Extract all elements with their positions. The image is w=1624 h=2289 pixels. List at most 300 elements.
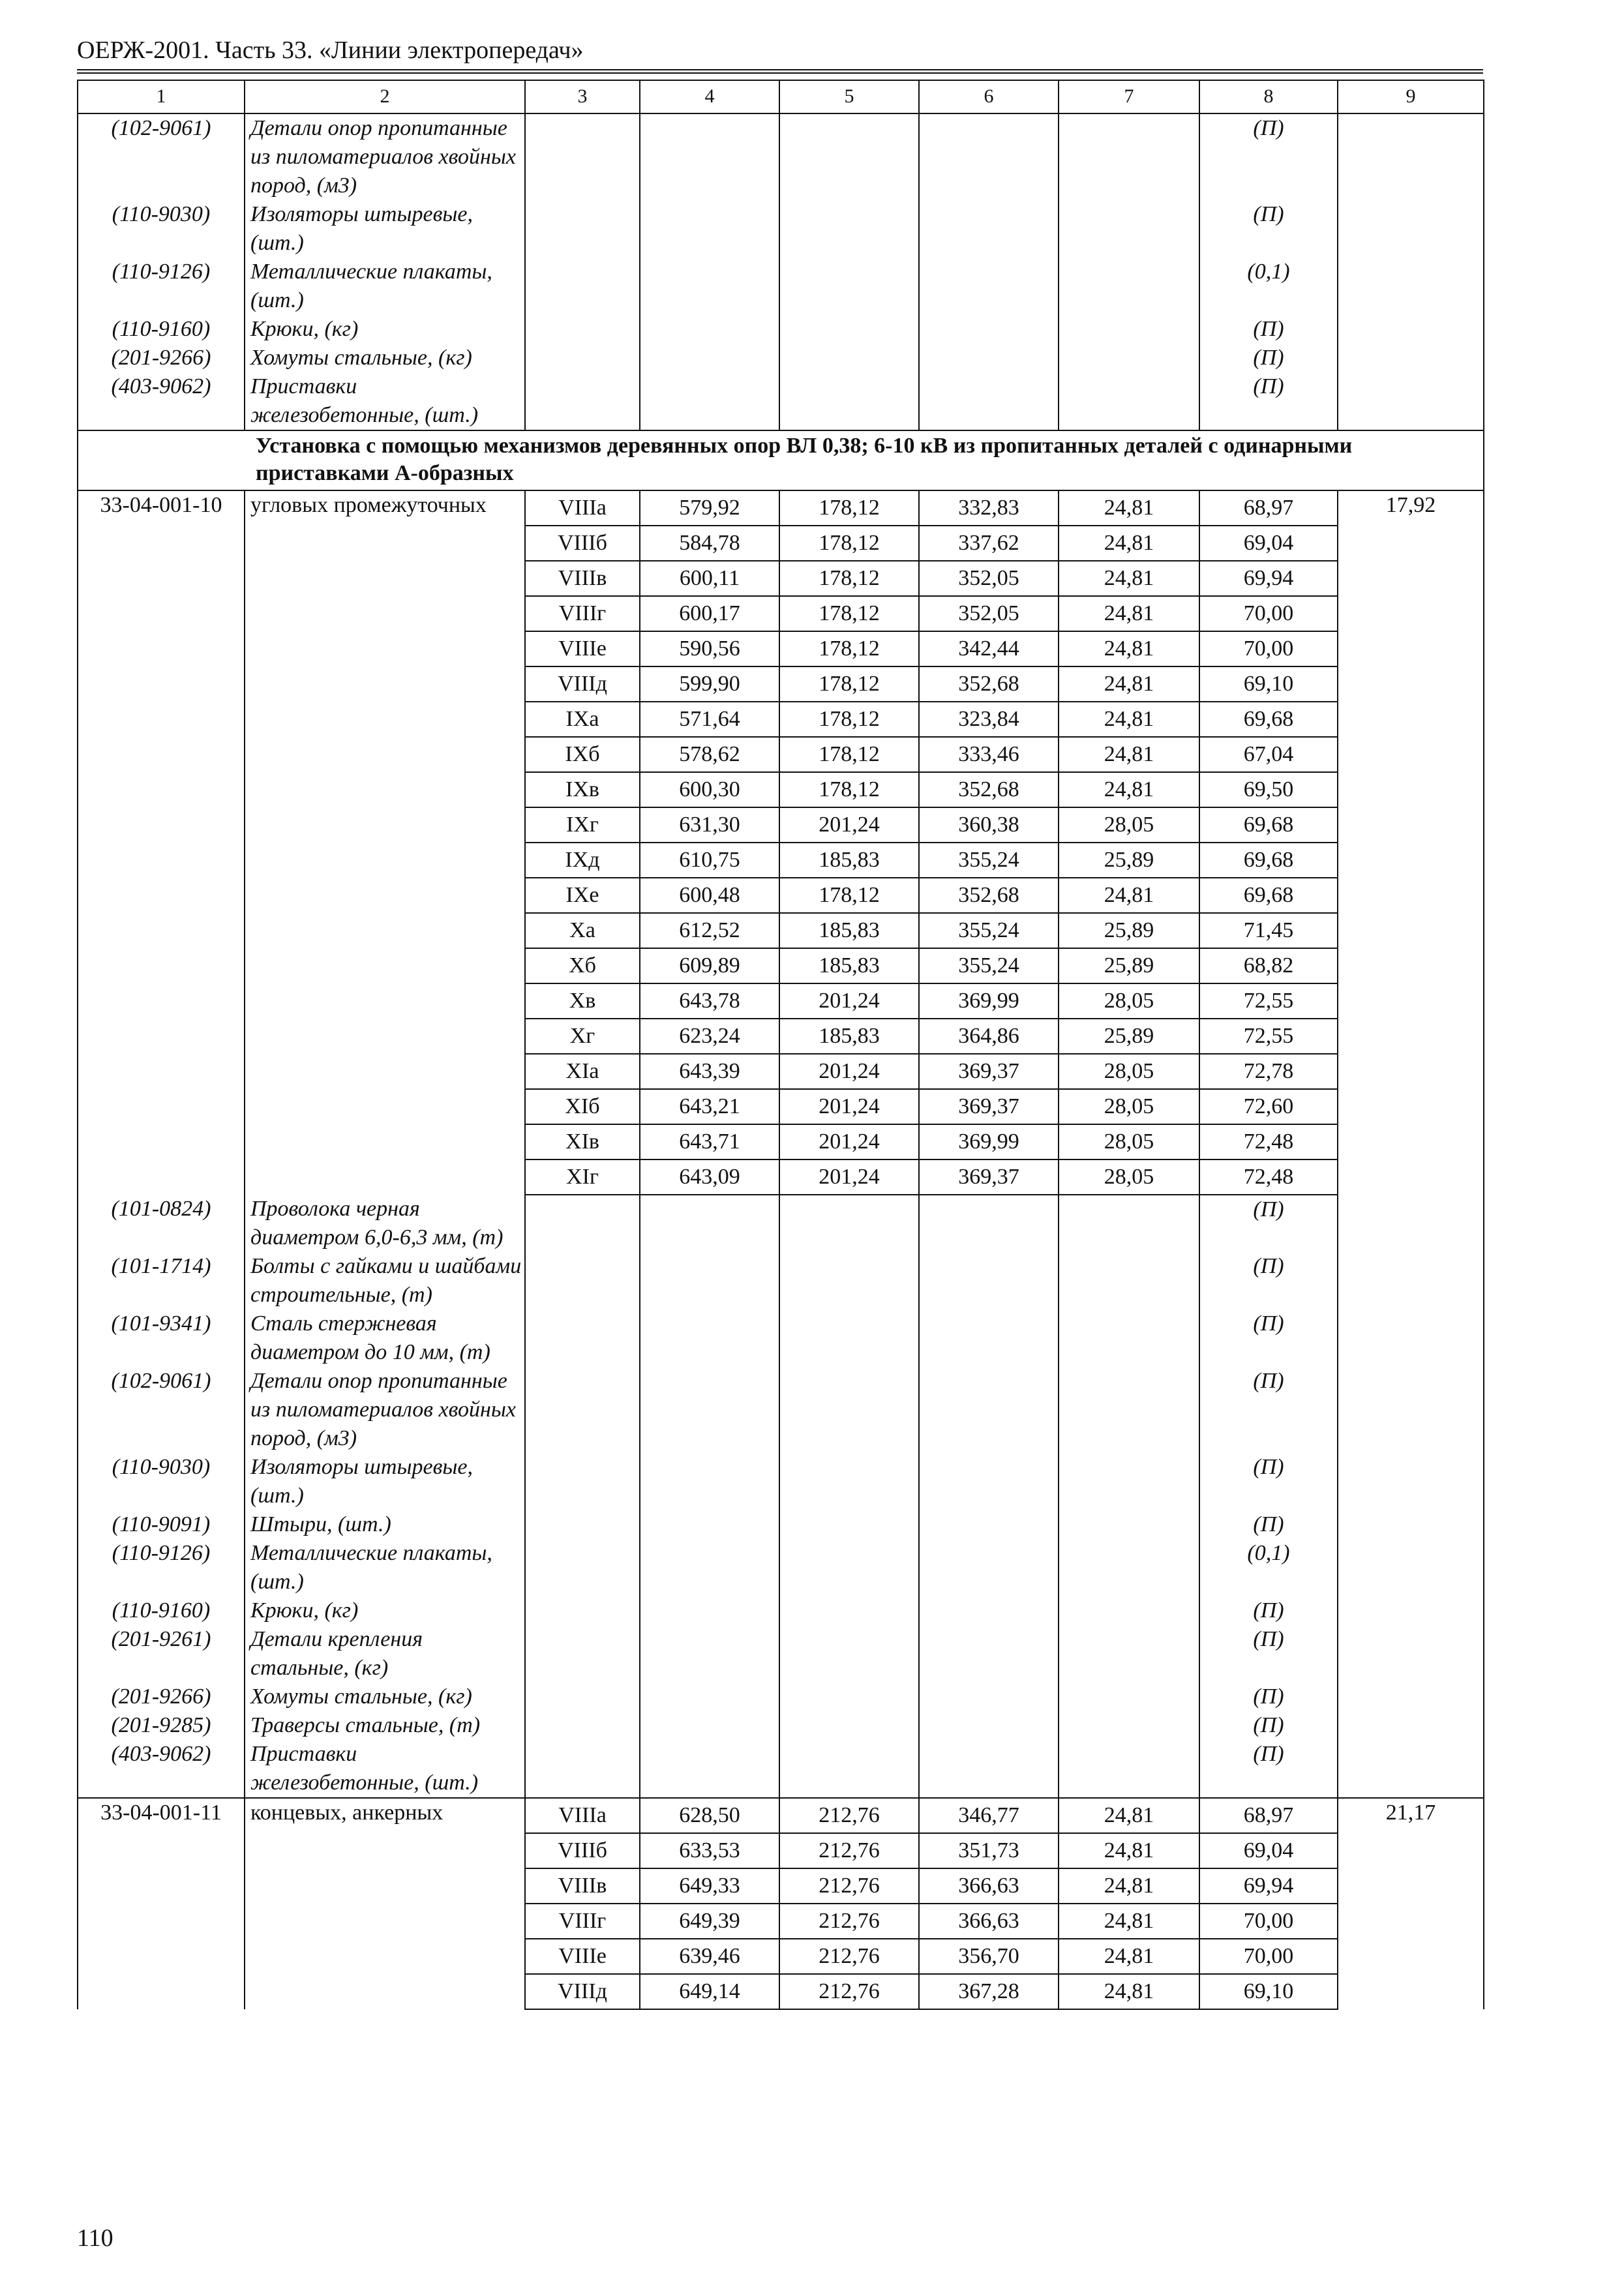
empty-cell xyxy=(525,200,640,258)
empty-cell xyxy=(640,1711,779,1740)
column-number: 4 xyxy=(640,80,779,113)
materials-cost-cell: 68,97 xyxy=(1199,490,1338,526)
resource-row xyxy=(78,315,1484,344)
empty-cell xyxy=(919,1625,1059,1683)
labor-cost-cell: 178,12 xyxy=(779,631,919,666)
resource-quantity: (П) xyxy=(1199,200,1338,258)
empty-cell xyxy=(779,315,919,344)
machinist-wage-cell: 28,05 xyxy=(1059,1054,1199,1089)
materials-cost-cell: 69,94 xyxy=(1199,561,1338,596)
machinist-wage-cell: 24,81 xyxy=(1059,772,1199,807)
labor-hours-cell: 17,92 xyxy=(1338,490,1484,1195)
machinist-wage-cell: 28,05 xyxy=(1059,1089,1199,1124)
resource-quantity: (0,1) xyxy=(1199,258,1338,315)
machine-cost-cell: 364,86 xyxy=(919,1019,1059,1054)
empty-cell xyxy=(1059,344,1199,372)
materials-cost-cell: 69,50 xyxy=(1199,772,1338,807)
machine-cost-cell: 323,84 xyxy=(919,702,1059,737)
empty-cell xyxy=(779,1596,919,1625)
machine-cost-cell: 352,68 xyxy=(919,772,1059,807)
total-cost-cell: 643,71 xyxy=(640,1124,779,1159)
labor-cost-cell: 178,12 xyxy=(779,702,919,737)
empty-cell xyxy=(1338,1252,1484,1309)
resource-quantity: (П) xyxy=(1199,1625,1338,1683)
labor-cost-cell: 178,12 xyxy=(779,561,919,596)
resource-code: (110-9126) xyxy=(78,258,245,315)
zone-cell: VIIIд xyxy=(525,1974,640,2009)
machine-cost-cell: 351,73 xyxy=(919,1833,1059,1868)
machinist-wage-cell: 24,81 xyxy=(1059,1939,1199,1974)
empty-cell xyxy=(919,1596,1059,1625)
empty-cell xyxy=(1059,1711,1199,1740)
empty-cell xyxy=(1338,1367,1484,1453)
empty-cell xyxy=(1059,1683,1199,1711)
empty-cell xyxy=(525,1711,640,1740)
resource-quantity: (П) xyxy=(1199,1453,1338,1510)
empty-cell xyxy=(525,1683,640,1711)
empty-cell xyxy=(779,1367,919,1453)
empty-cell xyxy=(1059,1539,1199,1596)
zone-cell: VIIIг xyxy=(525,1904,640,1939)
resource-quantity: (0,1) xyxy=(1199,1539,1338,1596)
empty-cell xyxy=(919,1510,1059,1539)
total-cost-cell: 643,21 xyxy=(640,1089,779,1124)
resource-code: (201-9261) xyxy=(78,1625,245,1683)
resource-quantity: (П) xyxy=(1199,113,1338,200)
empty-cell xyxy=(525,344,640,372)
empty-cell xyxy=(1338,344,1484,372)
empty-cell xyxy=(525,1596,640,1625)
machine-cost-cell: 352,68 xyxy=(919,666,1059,702)
machinist-wage-cell: 24,81 xyxy=(1059,596,1199,631)
empty-cell xyxy=(1338,1453,1484,1510)
machinist-wage-cell: 24,81 xyxy=(1059,1868,1199,1904)
total-cost-cell: 584,78 xyxy=(640,526,779,561)
machinist-wage-cell: 24,81 xyxy=(1059,1904,1199,1939)
resource-row xyxy=(78,1683,1484,1711)
labor-cost-cell: 212,76 xyxy=(779,1798,919,1833)
machine-cost-cell: 369,99 xyxy=(919,1124,1059,1159)
total-cost-cell: 633,53 xyxy=(640,1833,779,1868)
materials-cost-cell: 69,68 xyxy=(1199,843,1338,878)
zone-cell: VIIIв xyxy=(525,561,640,596)
empty-cell xyxy=(525,1539,640,1596)
resource-code: (110-9160) xyxy=(78,315,245,344)
empty-cell xyxy=(779,1252,919,1309)
resource-code: (110-9160) xyxy=(78,1596,245,1625)
machinist-wage-cell: 28,05 xyxy=(1059,1159,1199,1195)
resource-row xyxy=(78,113,1484,200)
empty-cell xyxy=(1059,1510,1199,1539)
column-number: 9 xyxy=(1338,80,1484,113)
materials-cost-cell: 70,00 xyxy=(1199,596,1338,631)
empty-cell xyxy=(919,315,1059,344)
zone-cell: IXв xyxy=(525,772,640,807)
materials-cost-cell: 69,68 xyxy=(1199,702,1338,737)
machine-cost-cell: 352,68 xyxy=(919,878,1059,913)
empty-cell xyxy=(779,1683,919,1711)
resource-code: (110-9030) xyxy=(78,1453,245,1510)
resource-name: Металлические плакаты, (шт.) xyxy=(245,258,525,315)
empty-cell xyxy=(525,1195,640,1252)
labor-cost-cell: 185,83 xyxy=(779,948,919,983)
column-number: 1 xyxy=(78,80,245,113)
empty-cell xyxy=(640,1510,779,1539)
resource-quantity: (П) xyxy=(1199,1367,1338,1453)
header-double-rule xyxy=(77,69,1483,74)
column-number: 7 xyxy=(1059,80,1199,113)
empty-cell xyxy=(1338,1740,1484,1798)
total-cost-cell: 578,62 xyxy=(640,737,779,772)
machinist-wage-cell: 24,81 xyxy=(1059,526,1199,561)
resource-name: Изоляторы штыревые, (шт.) xyxy=(245,200,525,258)
empty-cell xyxy=(640,1453,779,1510)
materials-cost-cell: 69,68 xyxy=(1199,807,1338,843)
resource-quantity: (П) xyxy=(1199,344,1338,372)
resource-name: Детали крепления стальные, (кг) xyxy=(245,1625,525,1683)
total-cost-cell: 610,75 xyxy=(640,843,779,878)
resource-name: Детали опор пропитанные из пиломатериалов хвойных пород, (м3) xyxy=(245,113,525,200)
labor-cost-cell: 201,24 xyxy=(779,1089,919,1124)
resource-row xyxy=(78,1252,1484,1309)
machinist-wage-cell: 24,81 xyxy=(1059,878,1199,913)
labor-cost-cell: 201,24 xyxy=(779,1159,919,1195)
materials-cost-cell: 72,60 xyxy=(1199,1089,1338,1124)
labor-cost-cell: 185,83 xyxy=(779,913,919,948)
column-number: 6 xyxy=(919,80,1059,113)
empty-cell xyxy=(640,315,779,344)
empty-cell xyxy=(525,113,640,200)
machine-cost-cell: 337,62 xyxy=(919,526,1059,561)
total-cost-cell: 649,33 xyxy=(640,1868,779,1904)
machine-cost-cell: 360,38 xyxy=(919,807,1059,843)
zone-cell: XIв xyxy=(525,1124,640,1159)
empty-cell xyxy=(779,344,919,372)
empty-cell xyxy=(1338,315,1484,344)
resource-quantity: (П) xyxy=(1199,1740,1338,1798)
empty-cell xyxy=(1338,1596,1484,1625)
column-number: 8 xyxy=(1199,80,1338,113)
labor-cost-cell: 178,12 xyxy=(779,596,919,631)
total-cost-cell: 649,39 xyxy=(640,1904,779,1939)
labor-cost-cell: 201,24 xyxy=(779,1054,919,1089)
empty-cell xyxy=(919,113,1059,200)
empty-cell xyxy=(1338,1625,1484,1683)
materials-cost-cell: 69,10 xyxy=(1199,1974,1338,2009)
empty-cell xyxy=(1338,258,1484,315)
rates-table xyxy=(77,80,1484,2010)
empty-cell xyxy=(640,1195,779,1252)
machinist-wage-cell: 24,81 xyxy=(1059,702,1199,737)
resource-row xyxy=(78,372,1484,430)
materials-cost-cell: 68,97 xyxy=(1199,1798,1338,1833)
machine-cost-cell: 369,99 xyxy=(919,983,1059,1019)
empty-cell xyxy=(1059,200,1199,258)
machinist-wage-cell: 24,81 xyxy=(1059,490,1199,526)
resource-quantity: (П) xyxy=(1199,1309,1338,1367)
resource-name: Сталь стержневая диаметром до 10 мм, (т) xyxy=(245,1309,525,1367)
empty-cell xyxy=(1059,258,1199,315)
page-header-title: ОЕРЖ-2001. Часть 33. «Линии электропередач» xyxy=(77,37,584,64)
machine-cost-cell: 355,24 xyxy=(919,948,1059,983)
empty-cell xyxy=(640,113,779,200)
empty-cell xyxy=(525,1367,640,1453)
rate-name: концевых, анкерных xyxy=(245,1798,525,2009)
empty-cell xyxy=(1059,372,1199,430)
empty-cell xyxy=(919,1453,1059,1510)
machine-cost-cell: 355,24 xyxy=(919,913,1059,948)
resource-name: Траверсы стальные, (т) xyxy=(245,1711,525,1740)
column-number: 5 xyxy=(779,80,919,113)
machinist-wage-cell: 24,81 xyxy=(1059,666,1199,702)
zone-cell: XIг xyxy=(525,1159,640,1195)
resource-name: Приставки железобетонные, (шт.) xyxy=(245,372,525,430)
total-cost-cell: 649,14 xyxy=(640,1974,779,2009)
resource-row xyxy=(78,1453,1484,1510)
empty-cell xyxy=(640,1309,779,1367)
empty-cell xyxy=(525,1625,640,1683)
zone-cell: VIIIд xyxy=(525,666,640,702)
empty-cell xyxy=(640,1740,779,1798)
materials-cost-cell: 72,48 xyxy=(1199,1124,1338,1159)
zone-cell: VIIIа xyxy=(525,490,640,526)
resource-row xyxy=(78,258,1484,315)
labor-cost-cell: 212,76 xyxy=(779,1904,919,1939)
section-title: Установка с помощью механизмов деревянных опор ВЛ 0,38; 6-10 кВ из пропитанных деталей с одинарными приставками А-образных xyxy=(78,430,1484,490)
machine-cost-cell: 366,63 xyxy=(919,1904,1059,1939)
empty-cell xyxy=(525,315,640,344)
materials-cost-cell: 72,78 xyxy=(1199,1054,1338,1089)
resource-row xyxy=(78,1539,1484,1596)
total-cost-cell: 600,30 xyxy=(640,772,779,807)
total-cost-cell: 623,24 xyxy=(640,1019,779,1054)
total-cost-cell: 609,89 xyxy=(640,948,779,983)
page-number: 110 xyxy=(77,2224,113,2252)
empty-cell xyxy=(779,1625,919,1683)
total-cost-cell: 600,17 xyxy=(640,596,779,631)
resource-name: Приставки железобетонные, (шт.) xyxy=(245,1740,525,1798)
empty-cell xyxy=(779,1539,919,1596)
labor-cost-cell: 212,76 xyxy=(779,1833,919,1868)
materials-cost-cell: 69,10 xyxy=(1199,666,1338,702)
empty-cell xyxy=(640,344,779,372)
empty-cell xyxy=(640,1596,779,1625)
empty-cell xyxy=(1059,113,1199,200)
empty-cell xyxy=(779,1195,919,1252)
labor-cost-cell: 178,12 xyxy=(779,666,919,702)
machinist-wage-cell: 28,05 xyxy=(1059,983,1199,1019)
total-cost-cell: 628,50 xyxy=(640,1798,779,1833)
resource-code: (102-9061) xyxy=(78,113,245,200)
empty-cell xyxy=(1338,1711,1484,1740)
labor-cost-cell: 212,76 xyxy=(779,1939,919,1974)
empty-cell xyxy=(640,1252,779,1309)
empty-cell xyxy=(525,1309,640,1367)
resource-quantity: (П) xyxy=(1199,372,1338,430)
resource-name: Детали опор пропитанные из пиломатериалов хвойных пород, (м3) xyxy=(245,1367,525,1453)
resource-code: (201-9266) xyxy=(78,1683,245,1711)
total-cost-cell: 571,64 xyxy=(640,702,779,737)
zone-cell: VIIIв xyxy=(525,1868,640,1904)
empty-cell xyxy=(1338,372,1484,430)
materials-cost-cell: 68,82 xyxy=(1199,948,1338,983)
machinist-wage-cell: 24,81 xyxy=(1059,631,1199,666)
materials-cost-cell: 72,48 xyxy=(1199,1159,1338,1195)
zone-cell: VIIIб xyxy=(525,1833,640,1868)
resource-row xyxy=(78,1309,1484,1367)
labor-cost-cell: 178,12 xyxy=(779,772,919,807)
empty-cell xyxy=(640,372,779,430)
empty-cell xyxy=(919,1740,1059,1798)
resource-row xyxy=(78,1711,1484,1740)
materials-cost-cell: 67,04 xyxy=(1199,737,1338,772)
resource-quantity: (П) xyxy=(1199,1683,1338,1711)
resource-row xyxy=(78,344,1484,372)
rate-name: угловых промежуточных xyxy=(245,490,525,1195)
empty-cell xyxy=(919,1539,1059,1596)
resource-code: (201-9285) xyxy=(78,1711,245,1740)
resource-name: Проволока черная диаметром 6,0-6,3 мм, (т) xyxy=(245,1195,525,1252)
labor-cost-cell: 178,12 xyxy=(779,878,919,913)
empty-cell xyxy=(640,1539,779,1596)
machine-cost-cell: 342,44 xyxy=(919,631,1059,666)
zone-cell: XIа xyxy=(525,1054,640,1089)
machinist-wage-cell: 24,81 xyxy=(1059,561,1199,596)
materials-cost-cell: 69,68 xyxy=(1199,878,1338,913)
labor-cost-cell: 201,24 xyxy=(779,983,919,1019)
machinist-wage-cell: 24,81 xyxy=(1059,1833,1199,1868)
total-cost-cell: 600,11 xyxy=(640,561,779,596)
machine-cost-cell: 366,63 xyxy=(919,1868,1059,1904)
materials-cost-cell: 69,04 xyxy=(1199,526,1338,561)
machine-cost-cell: 355,24 xyxy=(919,843,1059,878)
resource-name: Крюки, (кг) xyxy=(245,1596,525,1625)
empty-cell xyxy=(1338,1195,1484,1252)
machinist-wage-cell: 25,89 xyxy=(1059,913,1199,948)
total-cost-cell: 599,90 xyxy=(640,666,779,702)
empty-cell xyxy=(1059,1740,1199,1798)
zone-cell: IXе xyxy=(525,878,640,913)
zone-cell: VIIIа xyxy=(525,1798,640,1833)
labor-cost-cell: 178,12 xyxy=(779,490,919,526)
labor-cost-cell: 201,24 xyxy=(779,1124,919,1159)
labor-cost-cell: 185,83 xyxy=(779,1019,919,1054)
resource-row xyxy=(78,200,1484,258)
empty-cell xyxy=(525,1740,640,1798)
section-header-row xyxy=(78,430,1484,490)
machinist-wage-cell: 25,89 xyxy=(1059,843,1199,878)
materials-cost-cell: 70,00 xyxy=(1199,631,1338,666)
total-cost-cell: 612,52 xyxy=(640,913,779,948)
empty-cell xyxy=(1059,1596,1199,1625)
machine-cost-cell: 352,05 xyxy=(919,596,1059,631)
machine-cost-cell: 332,83 xyxy=(919,490,1059,526)
empty-cell xyxy=(525,1453,640,1510)
empty-cell xyxy=(919,200,1059,258)
machine-cost-cell: 367,28 xyxy=(919,1974,1059,2009)
resource-row xyxy=(78,1740,1484,1798)
resource-quantity: (П) xyxy=(1199,1596,1338,1625)
zone-cell: VIIIг xyxy=(525,596,640,631)
resource-code: (101-1714) xyxy=(78,1252,245,1309)
machine-cost-cell: 369,37 xyxy=(919,1089,1059,1124)
resource-code: (110-9030) xyxy=(78,200,245,258)
empty-cell xyxy=(1338,200,1484,258)
empty-cell xyxy=(919,344,1059,372)
zone-cell: VIIIб xyxy=(525,526,640,561)
resource-name: Металлические плакаты, (шт.) xyxy=(245,1539,525,1596)
zone-cell: XIб xyxy=(525,1089,640,1124)
rate-row xyxy=(78,1798,1484,1833)
empty-cell xyxy=(1059,1453,1199,1510)
empty-cell xyxy=(919,1195,1059,1252)
total-cost-cell: 643,09 xyxy=(640,1159,779,1195)
labor-hours-cell: 21,17 xyxy=(1338,1798,1484,2009)
empty-cell xyxy=(1338,1309,1484,1367)
resource-code: (101-9341) xyxy=(78,1309,245,1367)
machine-cost-cell: 369,37 xyxy=(919,1054,1059,1089)
labor-cost-cell: 178,12 xyxy=(779,737,919,772)
empty-cell xyxy=(779,1453,919,1510)
empty-cell xyxy=(779,1510,919,1539)
materials-cost-cell: 72,55 xyxy=(1199,983,1338,1019)
labor-cost-cell: 185,83 xyxy=(779,843,919,878)
machine-cost-cell: 346,77 xyxy=(919,1798,1059,1833)
resource-row xyxy=(78,1195,1484,1252)
resource-name: Крюки, (кг) xyxy=(245,315,525,344)
resource-code: (201-9266) xyxy=(78,344,245,372)
resource-quantity: (П) xyxy=(1199,1510,1338,1539)
labor-cost-cell: 212,76 xyxy=(779,1868,919,1904)
machine-cost-cell: 352,05 xyxy=(919,561,1059,596)
empty-cell xyxy=(640,200,779,258)
total-cost-cell: 639,46 xyxy=(640,1939,779,1974)
empty-cell xyxy=(1338,113,1484,200)
zone-cell: Xг xyxy=(525,1019,640,1054)
empty-cell xyxy=(640,1625,779,1683)
zone-cell: Xа xyxy=(525,913,640,948)
machinist-wage-cell: 24,81 xyxy=(1059,1798,1199,1833)
column-number-row xyxy=(78,80,1484,113)
rates-table-container xyxy=(77,80,1483,2010)
machinist-wage-cell: 24,81 xyxy=(1059,737,1199,772)
rate-code: 33-04-001-11 xyxy=(78,1798,245,2009)
empty-cell xyxy=(525,1252,640,1309)
empty-cell xyxy=(640,1683,779,1711)
empty-cell xyxy=(1059,1367,1199,1453)
column-number: 3 xyxy=(525,80,640,113)
empty-cell xyxy=(525,258,640,315)
empty-cell xyxy=(779,113,919,200)
empty-cell xyxy=(779,258,919,315)
empty-cell xyxy=(1059,1195,1199,1252)
empty-cell xyxy=(1338,1510,1484,1539)
column-number: 2 xyxy=(245,80,525,113)
materials-cost-cell: 70,00 xyxy=(1199,1939,1338,1974)
rate-code: 33-04-001-10 xyxy=(78,490,245,1195)
materials-cost-cell: 69,94 xyxy=(1199,1868,1338,1904)
resource-row xyxy=(78,1596,1484,1625)
materials-cost-cell: 69,04 xyxy=(1199,1833,1338,1868)
empty-cell xyxy=(640,1367,779,1453)
resource-name: Изоляторы штыревые, (шт.) xyxy=(245,1453,525,1510)
labor-cost-cell: 178,12 xyxy=(779,526,919,561)
resource-quantity: (П) xyxy=(1199,1195,1338,1252)
empty-cell xyxy=(1338,1683,1484,1711)
empty-cell xyxy=(919,1711,1059,1740)
empty-cell xyxy=(1059,1252,1199,1309)
resource-code: (110-9091) xyxy=(78,1510,245,1539)
